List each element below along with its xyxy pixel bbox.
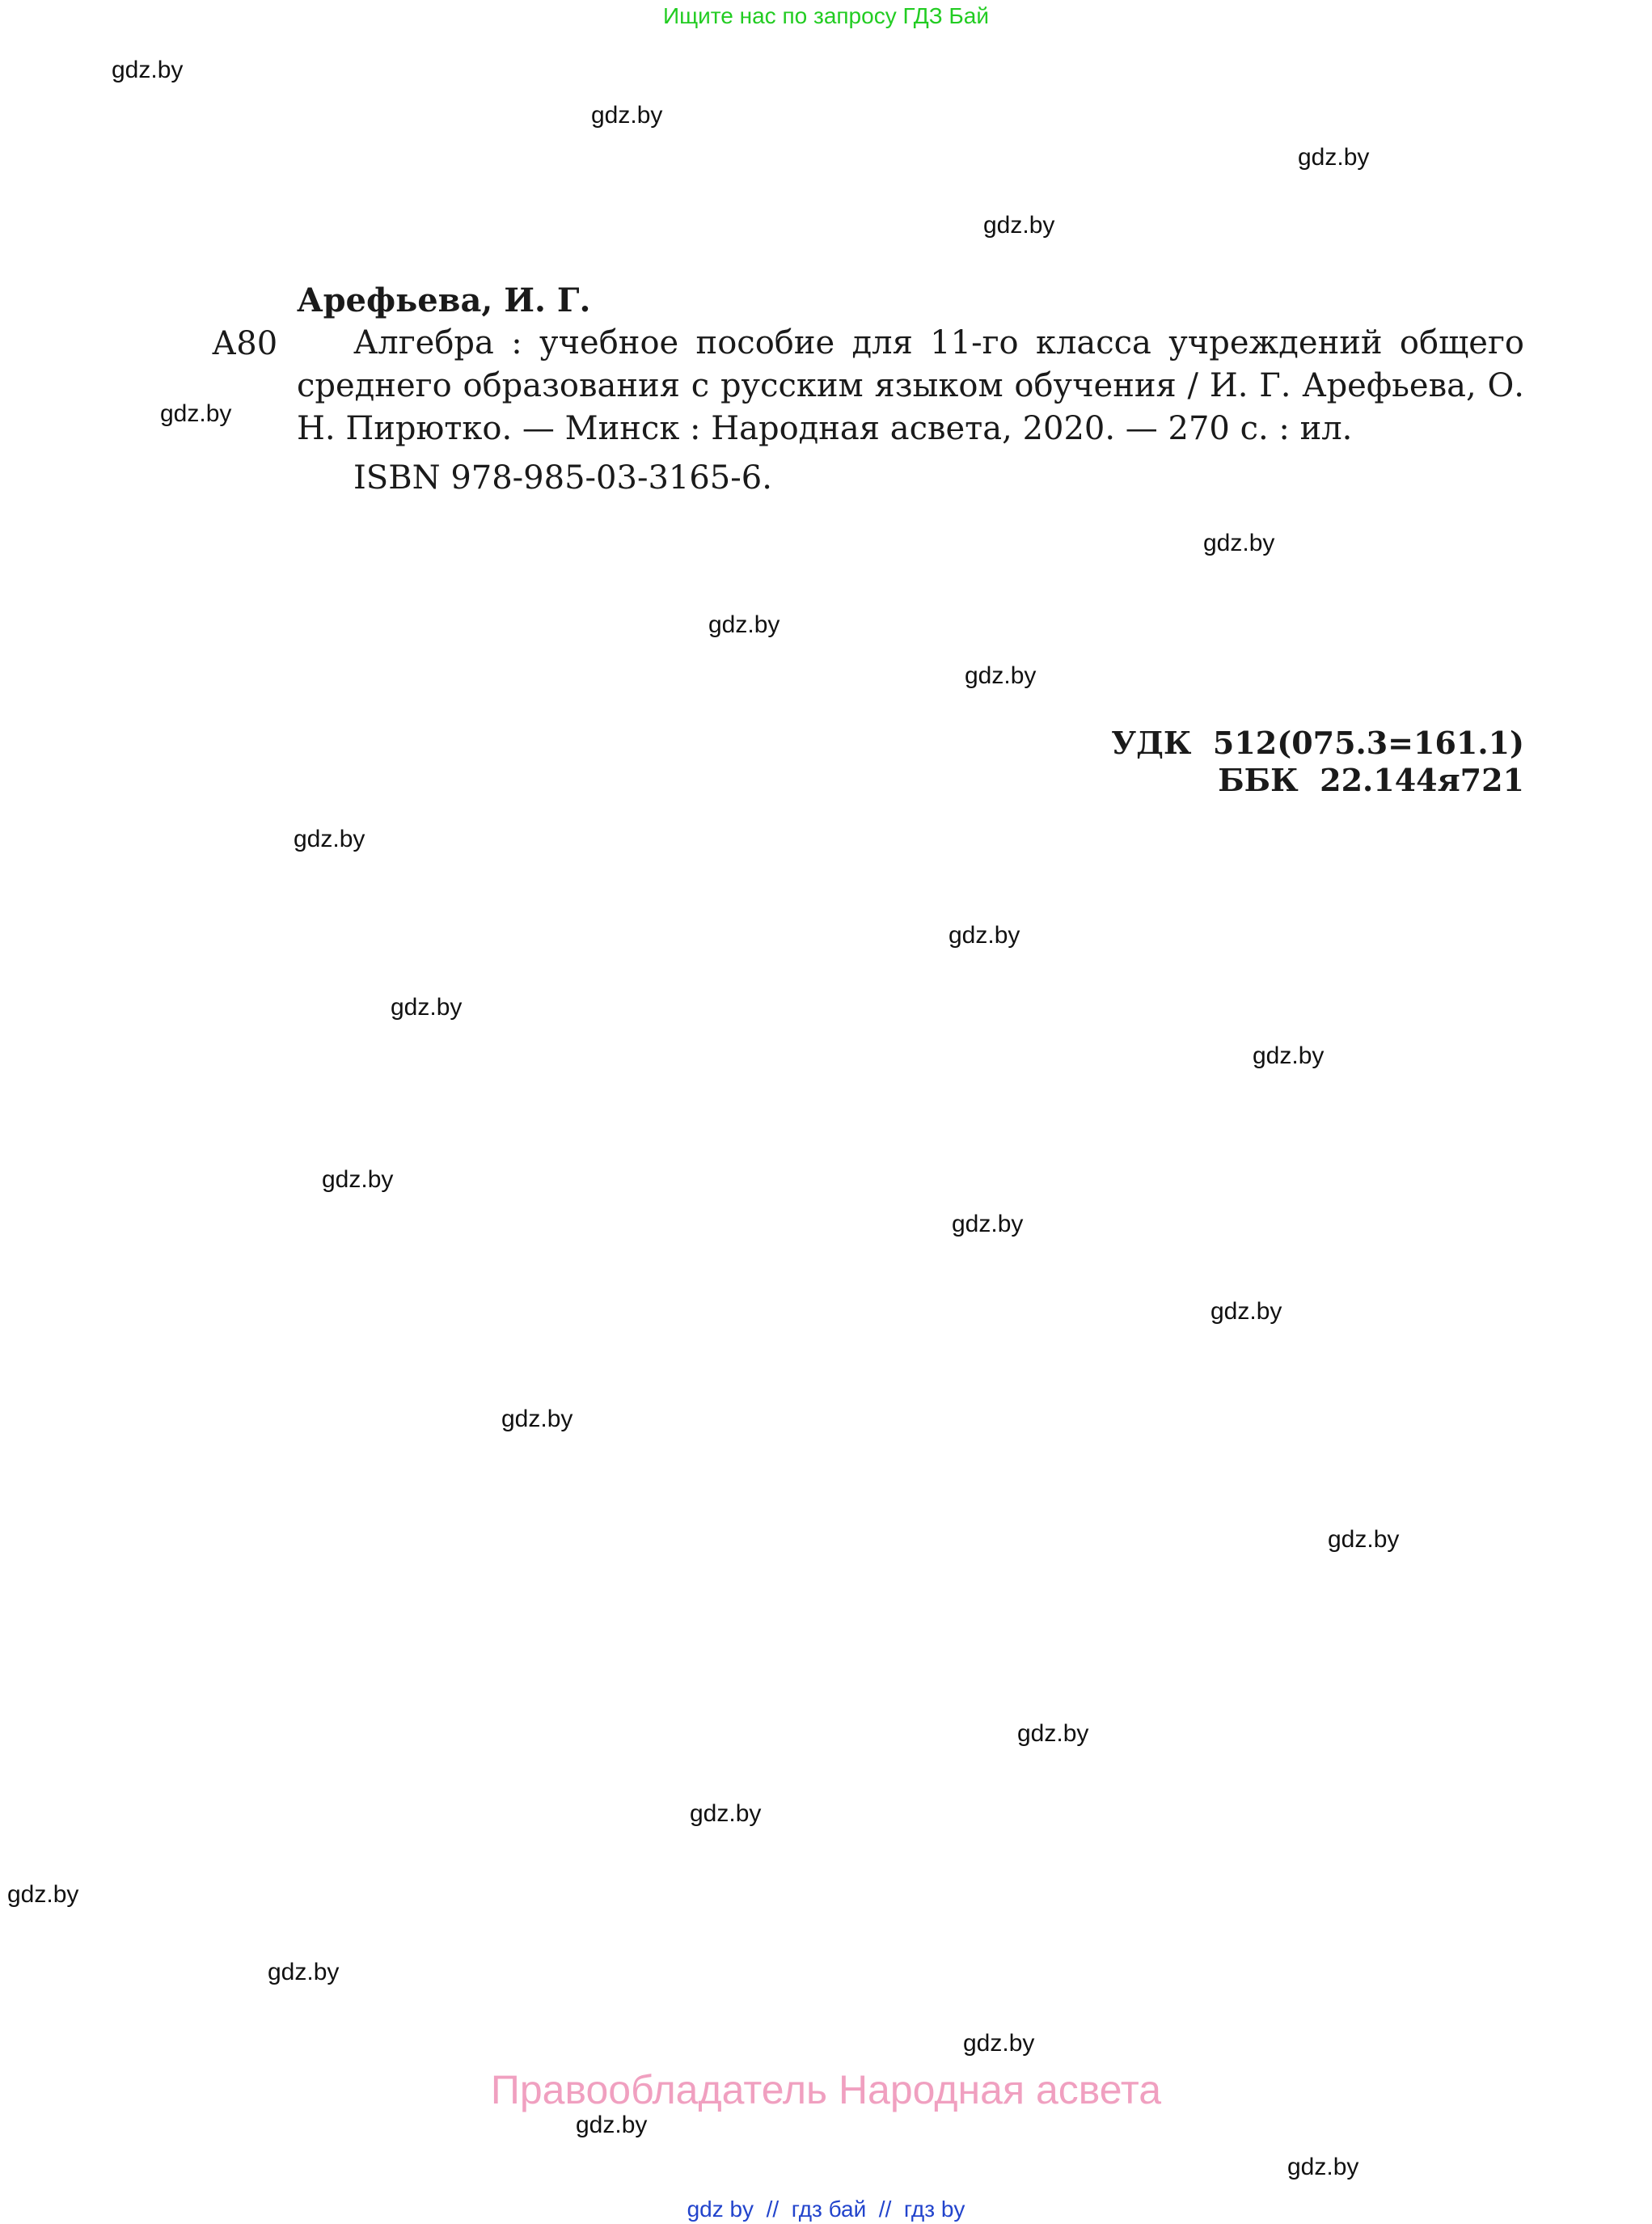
watermark: gdz.by: [576, 2112, 648, 2138]
watermark: gdz.by: [1017, 1720, 1089, 1747]
watermark: gdz.by: [322, 1166, 394, 1193]
watermark: gdz.by: [965, 662, 1037, 689]
copyright-notice: Правообладатель Народная асвета: [490, 2067, 1162, 2112]
watermark: gdz.by: [160, 400, 232, 427]
watermark: gdz.by: [690, 1800, 762, 1827]
watermark: gdz.by: [952, 1211, 1024, 1237]
watermark: gdz.by: [268, 1959, 340, 1985]
udk-code: УДК 512(075.3=161.1): [1111, 725, 1524, 761]
bottom-banner: gdz by // гдз бай // гдз by: [687, 2197, 965, 2222]
author-heading: Арефьева, И. Г.: [297, 281, 591, 319]
watermark: gdz.by: [983, 212, 1055, 239]
watermark: gdz.by: [7, 1881, 79, 1908]
watermark: gdz.by: [1203, 530, 1275, 556]
top-banner: Ищите нас по запросу ГДЗ Бай: [662, 3, 990, 28]
watermark: gdz.by: [1287, 2154, 1359, 2180]
watermark: gdz.by: [1298, 144, 1370, 171]
bbk-code: ББК 22.144я721: [1218, 762, 1524, 798]
bibliographic-description: [297, 322, 1524, 450]
author-sign-code: А80: [212, 325, 278, 362]
watermark: gdz.by: [391, 994, 463, 1021]
watermark: gdz.by: [294, 826, 365, 852]
isbn-line: ISBN 978-985-03-3165-6.: [353, 459, 772, 497]
description-text: Алгебра : учебное пособие для 11-го класса учреждений общего среднего образования с русским языком обучения / И. Г. Арефьева, О. Н. Пирютко. — Минск : Народная асвета, 2020. — 270 с. : ил.: [297, 324, 1524, 447]
watermark: gdz.by: [112, 57, 184, 83]
watermark: gdz.by: [963, 2030, 1035, 2057]
watermark: gdz.by: [708, 611, 780, 638]
watermark: gdz.by: [501, 1406, 573, 1432]
classification-block: [1111, 725, 1524, 799]
watermark: gdz.by: [1253, 1042, 1325, 1069]
watermark: gdz.by: [1210, 1298, 1282, 1325]
watermark: gdz.by: [1328, 1526, 1400, 1553]
watermark: gdz.by: [949, 922, 1020, 949]
watermark: gdz.by: [591, 102, 663, 129]
